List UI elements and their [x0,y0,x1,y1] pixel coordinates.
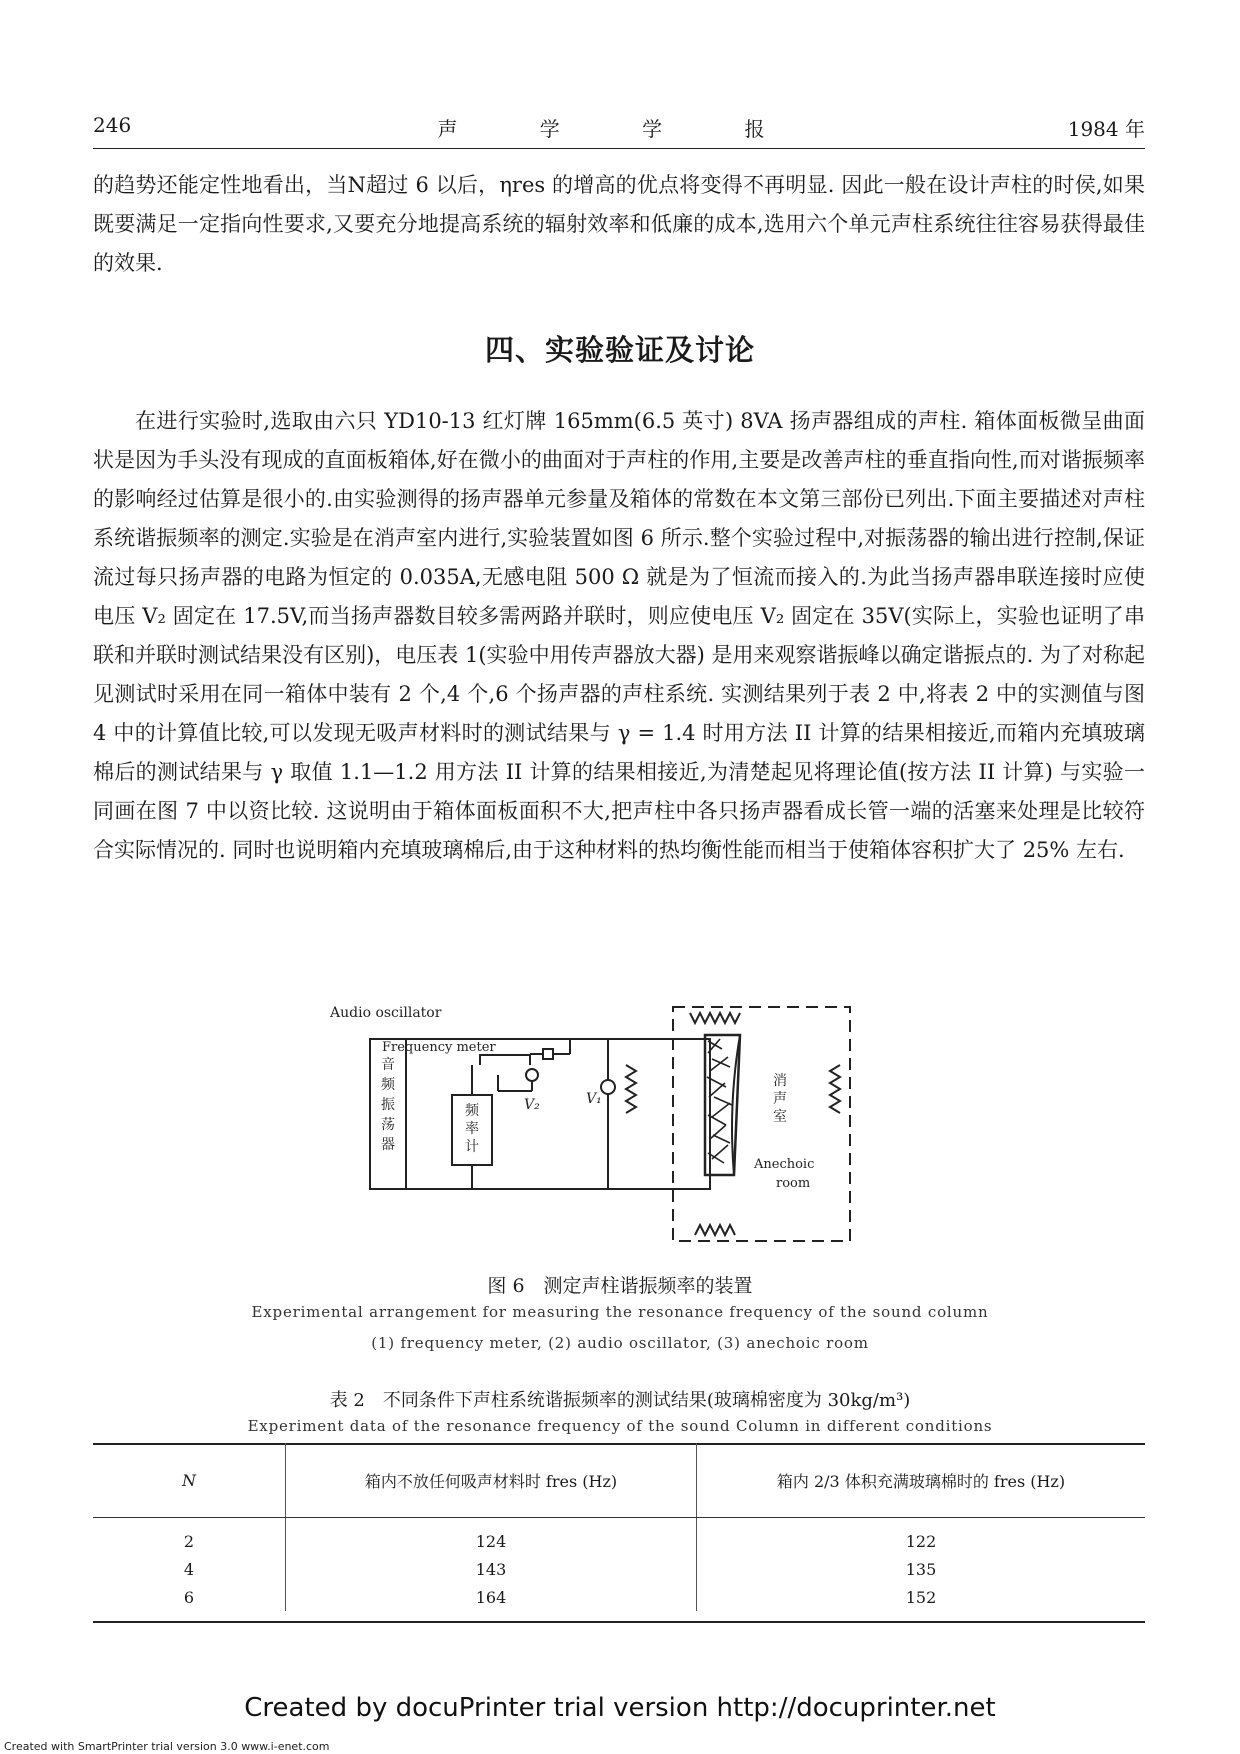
oscillator-cn-char: 器 [381,1137,395,1153]
oscillator-cn-char: 音 [381,1057,395,1073]
table-header-glass-wool: 箱内 2/3 体积充满玻璃棉时的 fres (Hz) [697,1443,1146,1518]
figure-6-caption-en-2: (1) frequency meter, (2) audio oscillator, (3) anechoic room [371,1334,869,1352]
figure-6-caption-en: Experimental arrangement for measuring the resonance frequency of the sound column [251,1303,989,1321]
table-cell: 4 [183,1559,195,1579]
audio-oscillator-label: Audio oscillator [330,1005,442,1021]
table-cell: 164 [286,1583,697,1611]
oscillator-cn-char: 荡 [381,1117,395,1133]
anechoic-cn-char: 声 [773,1091,787,1107]
oscillator-cn-char: 振 [381,1097,395,1113]
anechoic-cn-char: 消 [773,1073,787,1089]
journal-title: 声 学 学 报 [437,117,803,141]
v1-label: V₁ [586,1091,602,1107]
table-cell: 6 [183,1587,195,1607]
table-header-no-absorber: 箱内不放任何吸声材料时 fres (Hz) [286,1443,697,1518]
table-header-row [93,1443,1145,1518]
table-cell: 124 [286,1518,697,1556]
anechoic-cn-char: 室 [773,1109,787,1125]
intro-paragraph: 的趋势还能定性地看出，当N超过 6 以后，ηres 的增高的优点将变得不再明显. 因此一般在设计声柱的时侯,如果既要满足一定指向性要求,又要充分地提高系统的辐射效率和低廉的成本,选用六个单元声柱系统往往容易获得最佳的效果. [93,173,1145,275]
page-number: 246 [93,113,132,137]
room-en-label: room [776,1176,811,1191]
table-row [93,1518,1145,1556]
figure-6-caption-cn: 图 6 测定声柱谐振频率的装置 [487,1275,753,1297]
smartprinter-footer: Created with SmartPrinter trial version 3.0 www.i-enet.com [4,1740,330,1753]
frequency-meter-label: Frequency meter [382,1040,496,1055]
table-cell: 2 [183,1531,195,1551]
anechoic-en-label: Anechoic [754,1157,815,1172]
section-heading: 四、实验验证及讨论 [484,333,755,367]
docuprinter-watermark: Created by docuPrinter trial version http://docuprinter.net [244,1693,996,1723]
table-bottom-rule [93,1621,1145,1623]
table-2-caption-cn: 表 2 不同条件下声柱系统谐振频率的测试结果(玻璃棉密度为 30kg/m³) [329,1390,911,1411]
table-cell: 143 [286,1555,697,1583]
table-header-n: N [93,1443,286,1518]
header-rule [93,148,1145,149]
v2-label: V₂ [524,1097,540,1113]
table-2-caption-en: Experiment data of the resonance frequency of the sound Column in different conditions [247,1417,993,1435]
table-row [93,1555,1145,1583]
table-cell: 152 [697,1583,1146,1611]
table-2 [93,1443,1145,1611]
freq-meter-cn-char: 率 [465,1121,479,1137]
table-cell: 122 [697,1518,1146,1556]
main-paragraph: 在进行实验时,选取由六只 YD10-13 红灯牌 165mm(6.5 英寸) 8VA 扬声器组成的声柱. 箱体面板微呈曲面状是因为手头没有现成的直面板箱体,好在微小的曲面对于声柱的作用,主要是改善声柱的垂直指向性,而对谐振频率的影响经过估算是很小的.由实验测得的扬声器单元参量及箱体的常数在本文第三部份已列出.下面主要描述对声柱系统谐振频率的测定.实验是在消声室内进行,实验装置如图 6 所示.整个实验过程中,对振荡器的输出进行控制,保证流过每只扬声器的电路为恒定的 0.035A,无感电阻 500 Ω 就是为了恒流而接入的.为此当扬声器串联连接时应使电压 V₂ 固定在 17.5V,而当扬声器数目较多需两路并联时，则应使电压 V₂ 固定在 35V(实际上，实验也证明了串联和并联时测试结果没有区别)，电压表 1(实验中用传声器放大器) 是用来观察谐振峰以确定谐振点的. 为了对称起见测试时采用在同一箱体中装有 2 个,4 个,6 个扬声器的声柱系统. 实测结果列于表 2 中,将表 2 中的实测值与图 4 中的计算值比较,可以发现无吸声材料时的测试结果与 γ = 1.4 时用方法 II 计算的结果相接近,而箱内充填玻璃棉后的测试结果与 γ 取值 1.1—1.2 用方法 II 计算的结果相接近,为清楚起见将理论值(按方法 II 计算) 与实验一同画在图 7 中以资比较. 这说明由于箱体面板面积不大,把声柱中各只扬声器看成长管一端的活塞来处理是比较符合实际情况的. 同时也说明箱内充填玻璃棉后,由于这种材料的热均衡性能而相当于使箱体容积扩大了 25% 左右. [93,409,1145,862]
table-row [93,1583,1145,1611]
figure-6-diagram [330,1005,890,1255]
freq-meter-cn-char: 频 [465,1103,479,1119]
table-cell: 135 [697,1555,1146,1583]
year: 1984 年 [1067,117,1145,141]
freq-meter-cn-char: 计 [465,1139,479,1155]
oscillator-cn-char: 频 [381,1077,395,1093]
